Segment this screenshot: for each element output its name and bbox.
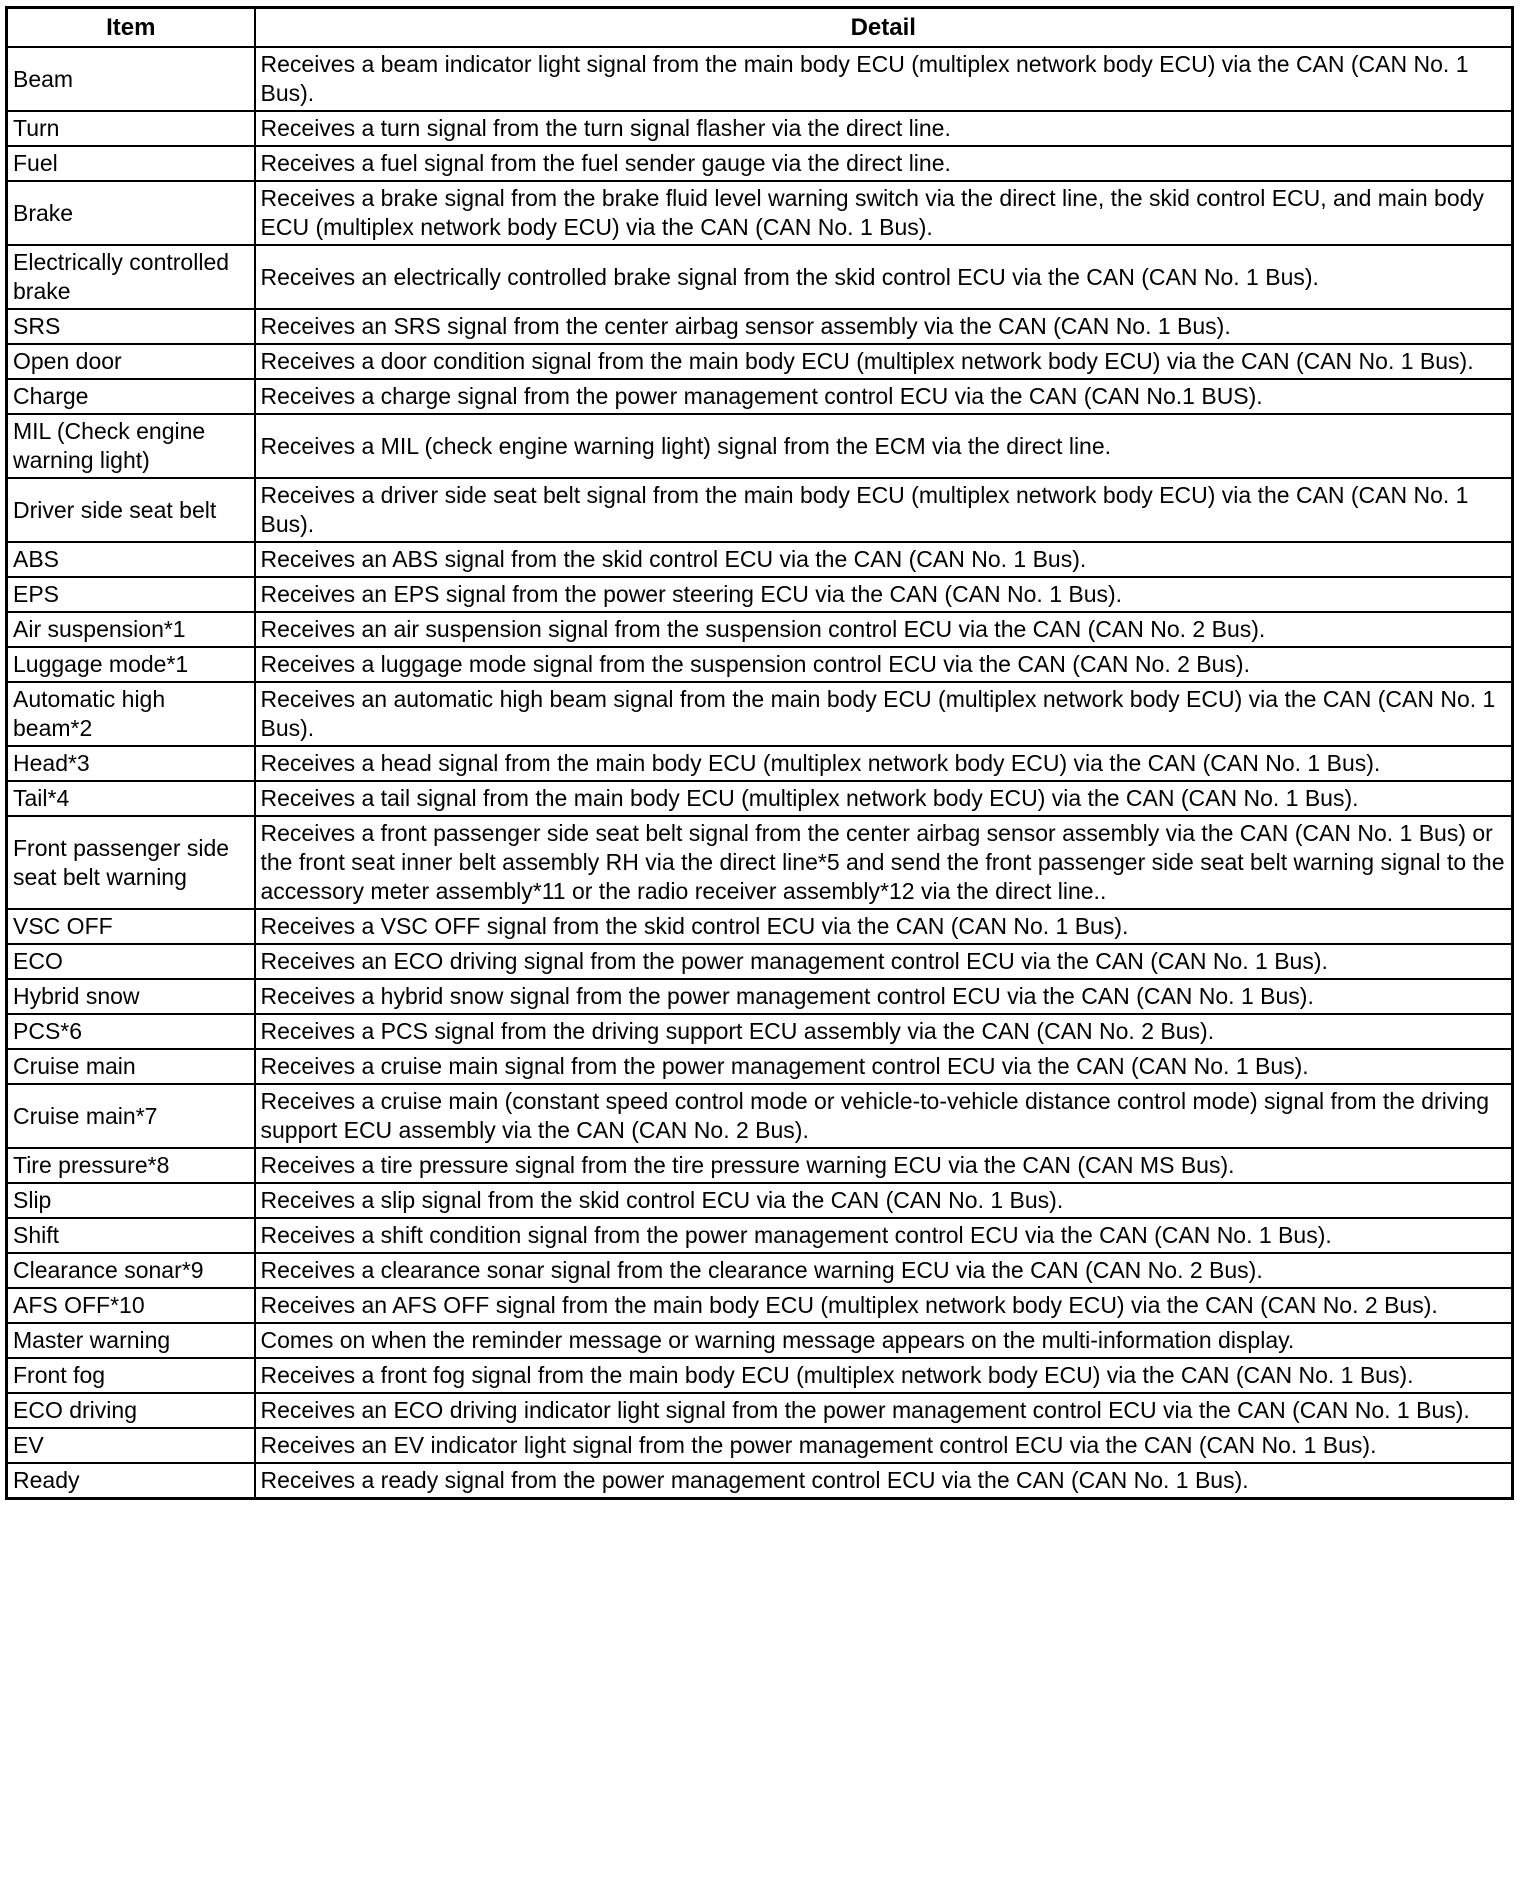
table-row (7, 478, 1513, 542)
table-row (7, 1323, 1513, 1358)
table-row (7, 1218, 1513, 1253)
detail-cell: Receives a beam indicator light signal from the main body ECU (multiplex network body ECU) via the CAN (CAN No. 1 Bus). (255, 47, 1513, 111)
table-row (7, 612, 1513, 647)
item-cell: Turn (7, 111, 255, 146)
table-row (7, 647, 1513, 682)
detail-cell: Receives a turn signal from the turn signal flasher via the direct line. (255, 111, 1513, 146)
detail-cell: Comes on when the reminder message or warning message appears on the multi-information display. (255, 1323, 1513, 1358)
detail-cell: Receives an EV indicator light signal from the power management control ECU via the CAN (CAN No. 1 Bus). (255, 1428, 1513, 1463)
table-row (7, 1463, 1513, 1499)
item-cell: Shift (7, 1218, 255, 1253)
detail-cell: Receives an SRS signal from the center airbag sensor assembly via the CAN (CAN No. 1 Bus). (255, 309, 1513, 344)
detail-cell: Receives a luggage mode signal from the suspension control ECU via the CAN (CAN No. 2 Bus). (255, 647, 1513, 682)
item-cell: Brake (7, 181, 255, 245)
item-cell: Cruise main*7 (7, 1084, 255, 1148)
detail-cell: Receives a PCS signal from the driving support ECU assembly via the CAN (CAN No. 2 Bus). (255, 1014, 1513, 1049)
item-cell: Charge (7, 379, 255, 414)
table-row (7, 1393, 1513, 1428)
detail-cell: Receives a ready signal from the power management control ECU via the CAN (CAN No. 1 Bus). (255, 1463, 1513, 1499)
indicator-signal-table (5, 6, 1514, 1500)
detail-cell: Receives a cruise main signal from the power management control ECU via the CAN (CAN No. 1 Bus). (255, 1049, 1513, 1084)
detail-cell: Receives a driver side seat belt signal from the main body ECU (multiplex network body ECU) via the CAN (CAN No. 1 Bus). (255, 478, 1513, 542)
table-row (7, 746, 1513, 781)
item-cell: Master warning (7, 1323, 255, 1358)
table-row (7, 309, 1513, 344)
detail-cell: Receives a hybrid snow signal from the power management control ECU via the CAN (CAN No. 1 Bus). (255, 979, 1513, 1014)
item-cell: Beam (7, 47, 255, 111)
item-cell: Luggage mode*1 (7, 647, 255, 682)
detail-cell: Receives a tire pressure signal from the tire pressure warning ECU via the CAN (CAN MS Bus). (255, 1148, 1513, 1183)
detail-cell: Receives an ECO driving indicator light signal from the power management control ECU via the CAN (CAN No. 1 Bus). (255, 1393, 1513, 1428)
detail-cell: Receives an ECO driving signal from the power management control ECU via the CAN (CAN No. 1 Bus). (255, 944, 1513, 979)
table-row (7, 542, 1513, 577)
table-row (7, 944, 1513, 979)
detail-cell: Receives a clearance sonar signal from the clearance warning ECU via the CAN (CAN No. 2 Bus). (255, 1253, 1513, 1288)
item-cell: Driver side seat belt (7, 478, 255, 542)
item-cell: PCS*6 (7, 1014, 255, 1049)
header-detail: Detail (255, 8, 1513, 48)
table-row (7, 682, 1513, 746)
table-row (7, 47, 1513, 111)
table-row (7, 111, 1513, 146)
detail-cell: Receives an automatic high beam signal from the main body ECU (multiplex network body ECU) via the CAN (CAN No. 1 Bus). (255, 682, 1513, 746)
table-header-row (7, 8, 1513, 48)
table-row (7, 816, 1513, 909)
item-cell: Air suspension*1 (7, 612, 255, 647)
table-row (7, 379, 1513, 414)
detail-cell: Receives an EPS signal from the power steering ECU via the CAN (CAN No. 1 Bus). (255, 577, 1513, 612)
item-cell: Fuel (7, 146, 255, 181)
detail-cell: Receives a fuel signal from the fuel sender gauge via the direct line. (255, 146, 1513, 181)
detail-cell: Receives a MIL (check engine warning light) signal from the ECM via the direct line. (255, 414, 1513, 478)
detail-cell: Receives a head signal from the main body ECU (multiplex network body ECU) via the CAN (CAN No. 1 Bus). (255, 746, 1513, 781)
item-cell: ECO driving (7, 1393, 255, 1428)
item-cell: EPS (7, 577, 255, 612)
table-row (7, 414, 1513, 478)
table-row (7, 1253, 1513, 1288)
item-cell: Cruise main (7, 1049, 255, 1084)
table-row (7, 979, 1513, 1014)
item-cell: EV (7, 1428, 255, 1463)
table-header (7, 8, 1513, 48)
table-row (7, 1014, 1513, 1049)
item-cell: VSC OFF (7, 909, 255, 944)
item-cell: Clearance sonar*9 (7, 1253, 255, 1288)
table-row (7, 1049, 1513, 1084)
item-cell: Front fog (7, 1358, 255, 1393)
table-row (7, 909, 1513, 944)
detail-cell: Receives a cruise main (constant speed control mode or vehicle-to-vehicle distance control mode) signal from the driving support ECU assembly via the CAN (CAN No. 2 Bus). (255, 1084, 1513, 1148)
detail-cell: Receives a door condition signal from the main body ECU (multiplex network body ECU) via the CAN (CAN No. 1 Bus). (255, 344, 1513, 379)
table-row (7, 1428, 1513, 1463)
item-cell: SRS (7, 309, 255, 344)
item-cell: Hybrid snow (7, 979, 255, 1014)
detail-cell: Receives a shift condition signal from the power management control ECU via the CAN (CAN No. 1 Bus). (255, 1218, 1513, 1253)
detail-cell: Receives an ABS signal from the skid control ECU via the CAN (CAN No. 1 Bus). (255, 542, 1513, 577)
table-row (7, 181, 1513, 245)
item-cell: Electrically controlled brake (7, 245, 255, 309)
table-row (7, 577, 1513, 612)
item-cell: AFS OFF*10 (7, 1288, 255, 1323)
table-row (7, 1084, 1513, 1148)
item-cell: Head*3 (7, 746, 255, 781)
detail-cell: Receives an AFS OFF signal from the main body ECU (multiplex network body ECU) via the CAN (CAN No. 2 Bus). (255, 1288, 1513, 1323)
table-row (7, 1148, 1513, 1183)
detail-cell: Receives a front fog signal from the main body ECU (multiplex network body ECU) via the CAN (CAN No. 1 Bus). (255, 1358, 1513, 1393)
detail-cell: Receives an air suspension signal from the suspension control ECU via the CAN (CAN No. 2 Bus). (255, 612, 1513, 647)
item-cell: Tire pressure*8 (7, 1148, 255, 1183)
item-cell: Slip (7, 1183, 255, 1218)
detail-cell: Receives a slip signal from the skid control ECU via the CAN (CAN No. 1 Bus). (255, 1183, 1513, 1218)
table-row (7, 1183, 1513, 1218)
table-row (7, 245, 1513, 309)
detail-cell: Receives a front passenger side seat belt signal from the center airbag sensor assembly via the CAN (CAN No. 1 Bus) or the front seat inner belt assembly RH via the direct line*5 and send the front passenger side seat belt warning signal to the accessory meter assembly*11 or the radio receiver assembly*12 via the direct line.. (255, 816, 1513, 909)
table-row (7, 1358, 1513, 1393)
detail-cell: Receives a brake signal from the brake fluid level warning switch via the direct line, the skid control ECU, and main body ECU (multiplex network body ECU) via the CAN (CAN No. 1 Bus). (255, 181, 1513, 245)
detail-cell: Receives an electrically controlled brake signal from the skid control ECU via the CAN (CAN No. 1 Bus). (255, 245, 1513, 309)
detail-cell: Receives a VSC OFF signal from the skid control ECU via the CAN (CAN No. 1 Bus). (255, 909, 1513, 944)
item-cell: Automatic high beam*2 (7, 682, 255, 746)
item-cell: Front passenger side seat belt warning (7, 816, 255, 909)
header-item: Item (7, 8, 255, 48)
table-row (7, 781, 1513, 816)
table-row (7, 146, 1513, 181)
item-cell: ECO (7, 944, 255, 979)
detail-cell: Receives a charge signal from the power management control ECU via the CAN (CAN No.1 BUS). (255, 379, 1513, 414)
table-row (7, 1288, 1513, 1323)
table-body (7, 47, 1513, 1499)
table-row (7, 344, 1513, 379)
item-cell: Tail*4 (7, 781, 255, 816)
item-cell: Ready (7, 1463, 255, 1499)
item-cell: ABS (7, 542, 255, 577)
detail-cell: Receives a tail signal from the main body ECU (multiplex network body ECU) via the CAN (CAN No. 1 Bus). (255, 781, 1513, 816)
item-cell: MIL (Check engine warning light) (7, 414, 255, 478)
item-cell: Open door (7, 344, 255, 379)
